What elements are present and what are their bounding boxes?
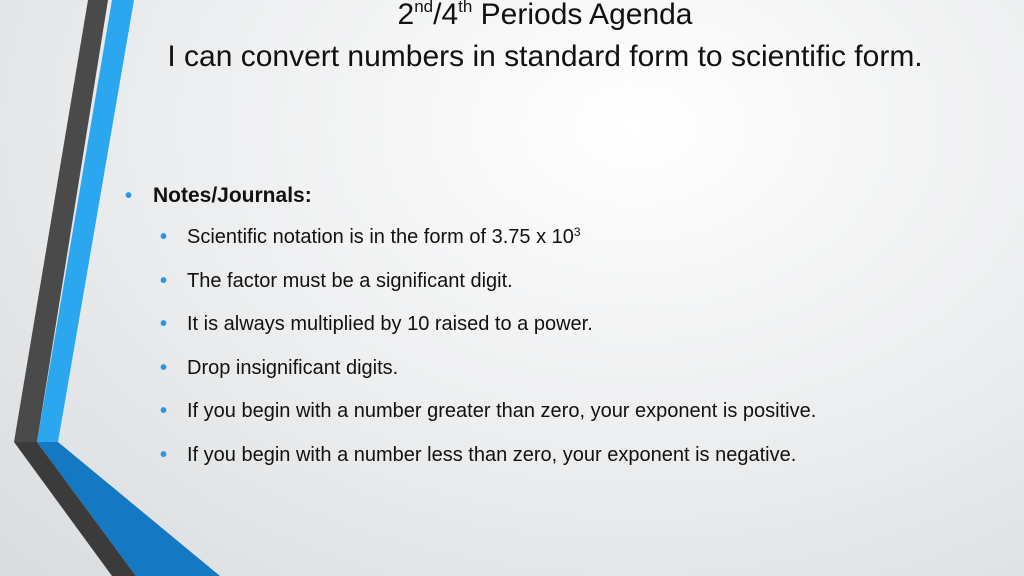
title-line-2: I can convert numbers in standard form to scientific form.	[167, 40, 923, 73]
bullet-dot-icon: •	[125, 185, 133, 207]
list-item	[122, 390, 1002, 434]
list-item-text: It is always multiplied by 10 raised to a power.	[187, 313, 593, 335]
notes-heading-text: Notes/Journals:	[153, 184, 312, 207]
bullet-dot-icon: •	[160, 400, 168, 422]
title-part-3: Periods Agenda	[472, 0, 693, 31]
list-item	[122, 434, 1002, 478]
title-part-1: 2	[397, 0, 415, 31]
list-item-text: Drop insignificant digits.	[187, 356, 399, 379]
bullet-dot-icon: •	[160, 269, 168, 292]
title-sup-2: th	[458, 0, 473, 16]
list-item	[122, 347, 1002, 391]
bullet-dot-icon: •	[160, 226, 168, 248]
list-item-text: If you begin with a number less than zero, your exponent is negative.	[187, 443, 797, 466]
list-item-text: If you begin with a number greater than zero, your exponent is positive.	[187, 400, 817, 422]
list-item-text: Scientific notation is in the form of 3.75 x 10	[187, 226, 574, 248]
slide-content	[122, 176, 1002, 477]
list-item	[122, 216, 1002, 260]
title-line-1	[130, 0, 960, 36]
bullet-dot-icon: •	[160, 443, 168, 466]
bullet-dot-icon: •	[160, 356, 168, 379]
list-item-text: The factor must be a significant digit.	[187, 269, 513, 292]
bullet-dot-icon: •	[160, 313, 168, 335]
list-item	[122, 303, 1002, 347]
slide-title	[130, 0, 960, 78]
title-sup-1: nd	[414, 0, 434, 16]
list-item	[122, 260, 1002, 304]
notes-heading	[122, 176, 1002, 216]
title-part-2: /4	[433, 0, 459, 31]
exponent: 3	[573, 225, 581, 239]
